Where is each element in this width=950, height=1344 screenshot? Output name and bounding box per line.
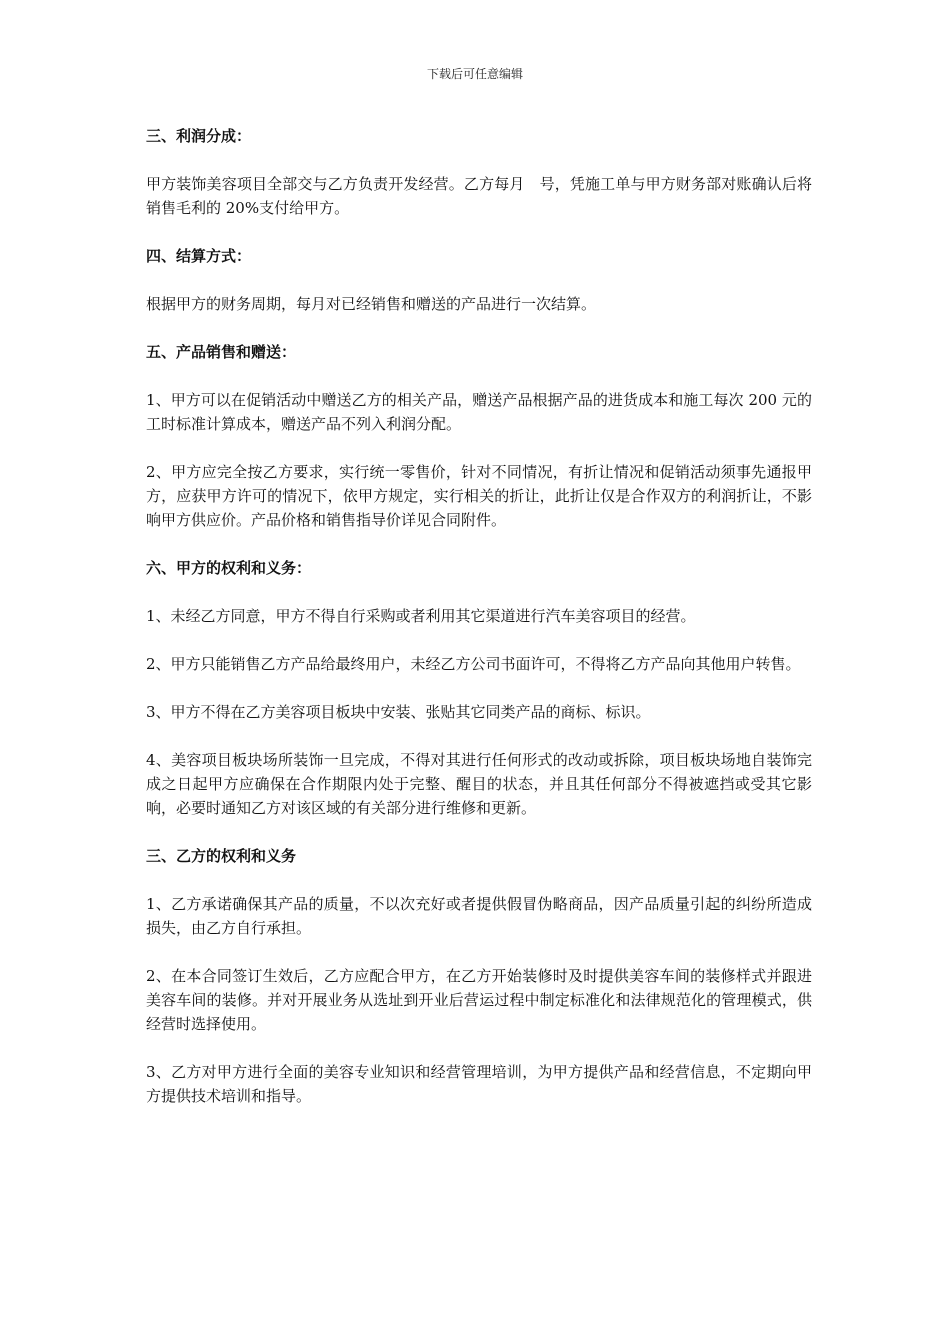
paragraph: 2、甲方只能销售乙方产品给最终用户，未经乙方公司书面许可，不得将乙方产品向其他用户转售。 [146,655,801,673]
paragraph: 1、乙方承诺确保其产品的质量，不以次充好或者提供假冒伪略商品，因产品质量引起的纠纷所造成损失，由乙方自行承担。 [146,895,812,937]
paragraph: 1、未经乙方同意，甲方不得自行采购或者利用其它渠道进行汽车美容项目的经营。 [146,607,696,625]
paragraph: 3、乙方对甲方进行全面的美容专业知识和经营管理培训，为甲方提供产品和经营信息，不定期向甲方提供技术培训和指导。 [146,1063,812,1105]
paragraph: 1、甲方可以在促销活动中赠送乙方的相关产品，赠送产品根据产品的进货成本和施工每次 200 元的工时标准计算成本，赠送产品不列入利润分配。 [146,391,812,433]
paragraph: 2、甲方应完全按乙方要求，实行统一零售价，针对不同情况，有折让情况和促销活动须事先通报甲方，应获甲方许可的情况下，依甲方规定，实行相关的折让，此折让仅是合作双方的利润折让，不影响甲方供应价。产品价格和销售指导价详见合同附件。 [146,463,812,529]
document-body [146,124,812,1132]
paragraph: 4、美容项目板块场所装饰一旦完成，不得对其进行任何形式的改动或拆除，项目板块场地自装饰完成之日起甲方应确保在合作期限内处于完整、醒目的状态，并且其任何部分不得被遮挡或受其它影响，必要时通知乙方对该区域的有关部分进行维修和更新。 [146,751,812,817]
section-heading-profit-sharing: 三、利润分成： [146,127,252,145]
section-heading-sales-and-gifts: 五、产品销售和赠送： [146,343,297,361]
page-header-note: 下载后可任意编辑 [426,67,523,81]
paragraph: 根据甲方的财务周期，每月对已经销售和赠送的产品进行一次结算。 [146,295,597,313]
section-heading-party-b-rights: 三、乙方的权利和义务 [146,847,297,865]
paragraph: 2、在本合同签订生效后，乙方应配合甲方，在乙方开始装修时及时提供美容车间的装修样式并跟进美容车间的装修。并对开展业务从选址到开业后营运过程中制定标准化和法律规范化的管理模式，供经营时选择使用。 [146,967,812,1033]
paragraph: 3、甲方不得在乙方美容项目板块中安装、张贴其它同类产品的商标、标识。 [146,703,651,721]
section-heading-settlement: 四、结算方式： [146,247,252,265]
section-heading-party-a-rights: 六、甲方的权利和义务： [146,559,312,577]
paragraph: 甲方装饰美容项目全部交与乙方负责开发经营。乙方每月 号，凭施工单与甲方财务部对账确认后将销售毛利的 20%支付给甲方。 [146,175,812,217]
